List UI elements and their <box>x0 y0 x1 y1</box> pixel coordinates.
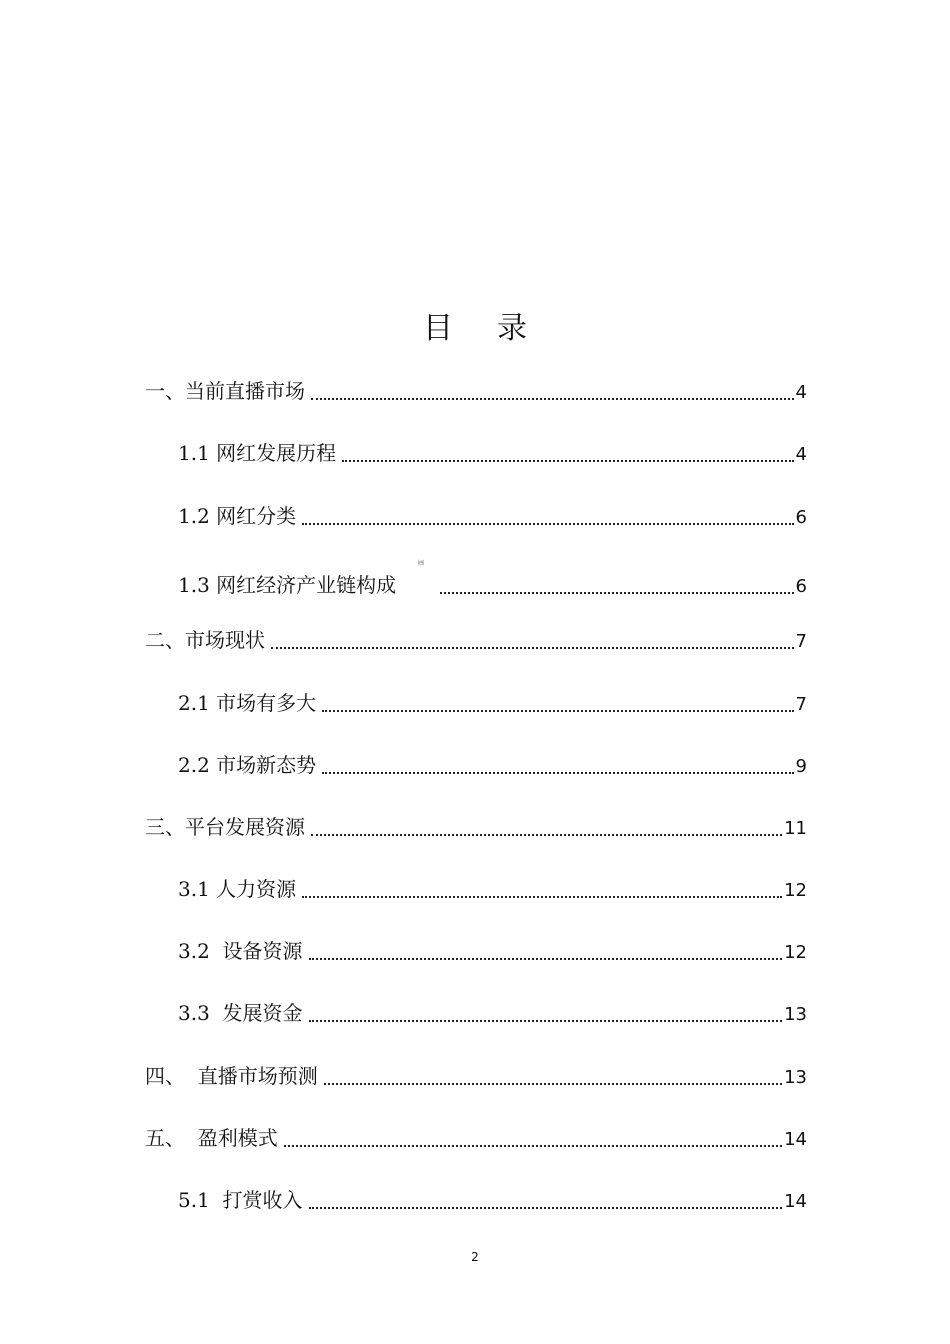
toc-entry-page: 13 <box>784 1004 807 1025</box>
toc-entry-7[interactable] <box>178 750 807 780</box>
toc-entry-label: 2.2 市场新态势 <box>178 753 317 777</box>
dot-leader <box>440 592 793 594</box>
dot-leader <box>302 896 782 898</box>
toc-entry-page: 12 <box>784 942 807 963</box>
dot-leader <box>342 460 793 462</box>
toc-entry-page: 4 <box>795 444 807 465</box>
toc-entry-page: 11 <box>784 818 807 839</box>
dot-leader <box>309 958 783 960</box>
toc-entry-page: 4 <box>795 382 807 403</box>
toc-entry-6[interactable] <box>178 688 807 718</box>
toc-entry-label: 三、平台发展资源 <box>145 815 305 839</box>
toc-entry-label: 五、 盈利模式 <box>145 1126 278 1150</box>
toc-entry-label: 2.1 市场有多大 <box>178 691 317 715</box>
toc-entry-page: 14 <box>784 1129 807 1150</box>
toc-entry-page: 7 <box>795 631 807 652</box>
toc-entry-2[interactable] <box>178 438 807 468</box>
toc-entry-9[interactable] <box>178 874 807 904</box>
dot-leader <box>324 1083 782 1085</box>
toc-entry-label: 四、 直播市场预测 <box>145 1064 318 1088</box>
toc-entry-label: 1.2 网红分类 <box>178 504 297 528</box>
page-number: 2 <box>471 1250 479 1264</box>
toc-title-char-2: 录 <box>497 311 527 346</box>
toc-entry-12[interactable] <box>145 1061 807 1091</box>
toc-entry-page: 14 <box>784 1191 807 1212</box>
toc-entry-page: 6 <box>795 507 807 528</box>
toc-entry-5[interactable] <box>145 625 807 655</box>
toc-entry-label: 3.3 发展资金 <box>178 1001 303 1025</box>
toc-entry-label: 3.2 设备资源 <box>178 939 303 963</box>
dot-leader <box>309 1207 783 1209</box>
toc-title <box>0 303 950 347</box>
toc-entry-page: 12 <box>784 880 807 901</box>
toc-entry-label: 1.3 网红经济产业链构成 <box>178 573 397 597</box>
toc-entry-11[interactable] <box>178 998 807 1028</box>
toc-entry-label: 二、市场现状 <box>145 628 265 652</box>
toc-title-char-1: 目 <box>423 311 453 346</box>
dot-leader <box>284 1145 782 1147</box>
dot-leader <box>311 834 782 836</box>
dot-leader <box>322 710 793 712</box>
dot-leader <box>271 647 794 649</box>
toc-entry-page: 13 <box>784 1067 807 1088</box>
toc-entry-label: 5.1 打赏收入 <box>178 1188 303 1212</box>
toc-entry-page: 9 <box>795 756 807 777</box>
toc-entry-1[interactable] <box>145 376 807 406</box>
toc-entry-8[interactable] <box>145 812 807 842</box>
toc-entry-14[interactable] <box>178 1185 807 1215</box>
toc-entry-label: 一、当前直播市场 <box>145 379 305 403</box>
dot-leader <box>322 772 793 774</box>
toc-entry-4[interactable] <box>178 570 807 600</box>
toc-entry-label: 3.1 人力资源 <box>178 877 297 901</box>
toc-entry-10[interactable] <box>178 936 807 966</box>
toc-entry-label: 1.1 网红发展历程 <box>178 441 337 465</box>
toc-entry-page: 7 <box>795 694 807 715</box>
dot-leader <box>309 1020 783 1022</box>
dot-leader <box>311 398 794 400</box>
toc-entry-13[interactable] <box>145 1123 807 1153</box>
toc-entry-page: 6 <box>795 576 807 597</box>
dot-leader <box>302 523 793 525</box>
toc-entry-3[interactable] <box>178 501 807 531</box>
small-mark: ㈣ <box>418 560 425 567</box>
